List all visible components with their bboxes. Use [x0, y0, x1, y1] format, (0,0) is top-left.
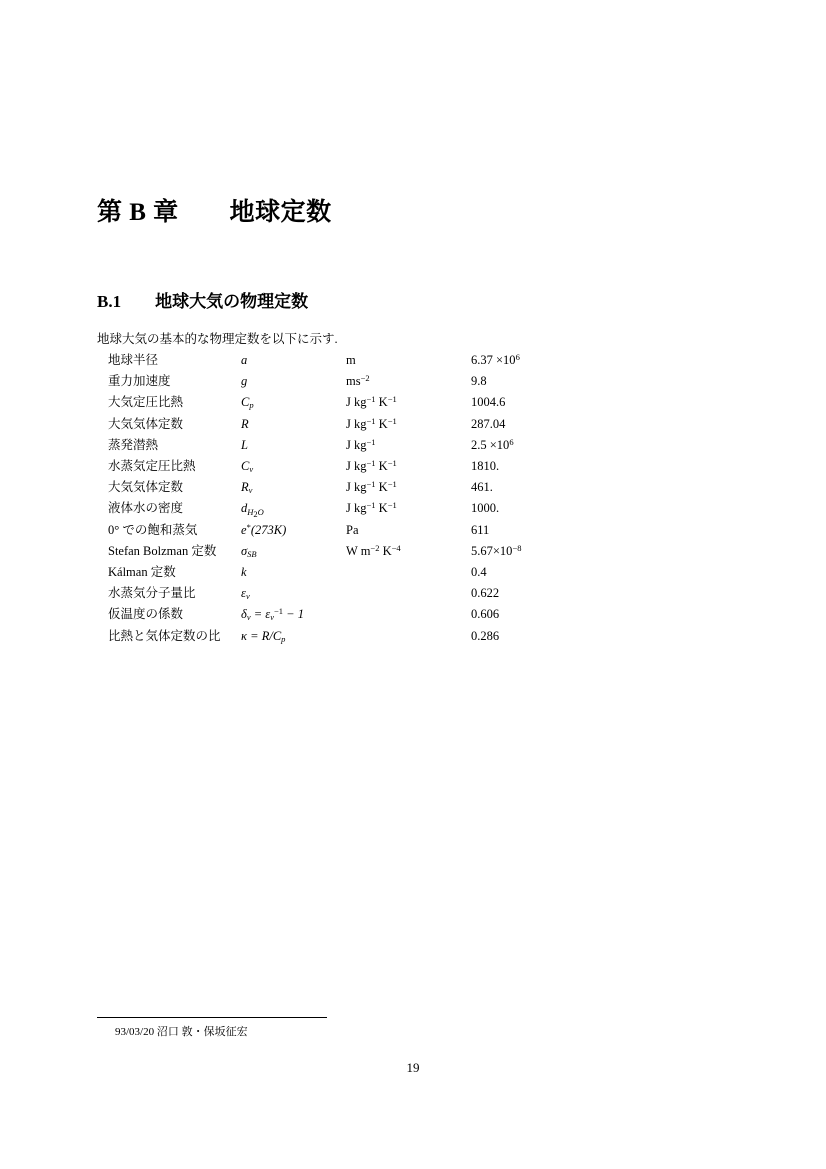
constant-symbol: k [241, 565, 247, 580]
constant-unit [346, 562, 471, 583]
constant-name: 重力加速度 [108, 374, 171, 389]
chapter-title: 第 B 章 地球定数 [97, 199, 332, 226]
constant-symbol: $d_{H_2O}$ [241, 501, 264, 519]
constant-name: 大気定圧比熱 [108, 395, 184, 410]
constant-unit: $ms^{-2}$ [346, 372, 370, 389]
constant-value: 461. [471, 480, 493, 495]
footnote-text: 93/03/20 沼口 敦・保坂征宏 [115, 1026, 248, 1038]
constant-symbol: e*(273K) [241, 521, 287, 537]
constant-name: Stefan Bolzman 定数 [108, 543, 217, 558]
constant-unit: Pa [346, 522, 359, 537]
constant-name: Kálman 定数 [108, 565, 176, 580]
constant-unit: J $kg^{-1}$ [346, 436, 376, 452]
constant-symbol: $C_v$ [241, 459, 254, 475]
constant-symbol: $C_p$ [241, 395, 254, 411]
table-row [108, 371, 621, 392]
constant-value: 9.8 [471, 374, 487, 389]
table-row [108, 626, 621, 647]
constant-symbol: R [241, 416, 249, 431]
constant-unit [346, 604, 471, 625]
constant-name: 水蒸気定圧比熱 [108, 459, 196, 474]
section-title: B.1 地球大気の物理定数 [97, 292, 309, 311]
constant-symbol: L [241, 437, 248, 452]
constant-name: 水蒸気分子量比 [108, 586, 196, 601]
constant-unit: J $kg^{-1}$ $K^{-1}$ [346, 500, 397, 516]
constant-name: 地球半径 [108, 353, 159, 367]
page-number: 19 [406, 1060, 420, 1075]
constant-name: 蒸発潜熱 [108, 437, 159, 452]
constant-symbol: $\varepsilon_v$ [241, 586, 250, 602]
constant-symbol: g [241, 374, 248, 389]
constants-table [108, 350, 621, 647]
constant-name: 仮温度の係数 [108, 607, 184, 622]
table-row [108, 435, 621, 456]
table-row [108, 541, 621, 562]
table-row [108, 456, 621, 477]
constant-unit [346, 626, 471, 647]
table-row [108, 583, 621, 604]
constant-value: 0.286 [471, 628, 500, 643]
constant-value: $5.67\times 10^{-8}$ [471, 542, 522, 558]
constant-symbol: $R_v$ [241, 480, 253, 496]
constant-value: 287.04 [471, 416, 506, 431]
constant-value: 1810. [471, 459, 500, 474]
constant-name: 液体水の密度 [108, 501, 184, 516]
constant-unit: J $kg^{-1}$ $K^{-1}$ [346, 394, 397, 410]
table-row [108, 414, 621, 435]
table-row [108, 498, 621, 519]
constant-symbol: a [241, 353, 248, 367]
constant-unit [346, 583, 471, 604]
constant-name: 大気気体定数 [108, 480, 184, 495]
constant-value: $6.37 \times 10^6$ [471, 351, 520, 367]
table-row [108, 604, 621, 625]
constant-value: 1004.6 [471, 395, 506, 410]
table-row [108, 350, 621, 371]
constant-value: 0.606 [471, 607, 500, 622]
footnote-rule [97, 1017, 327, 1018]
intro-paragraph: 地球大気の基本的な物理定数を以下に示す. [97, 332, 338, 346]
constant-symbol: $\kappa = R/C_p$ [241, 628, 286, 644]
constant-symbol: $\delta_v = \varepsilon_v^{-1} - 1$ [241, 606, 304, 623]
constant-value: 611 [471, 522, 490, 537]
constant-unit: J $kg^{-1}$ $K^{-1}$ [346, 415, 397, 431]
constant-value: $2.5 \times 10^6$ [471, 436, 514, 452]
constant-unit: J $kg^{-1}$ $K^{-1}$ [346, 478, 397, 495]
constant-value: 0.4 [471, 565, 487, 580]
constant-name: 0° での飽和蒸気 [108, 522, 198, 537]
table-row [108, 520, 621, 541]
constant-value: 0.622 [471, 586, 500, 601]
constant-unit: J $kg^{-1}$ $K^{-1}$ [346, 457, 397, 474]
table-row [108, 392, 621, 413]
constant-name: 大気気体定数 [108, 416, 184, 431]
constant-unit: W $m^{-2}$ $K^{-4}$ [346, 542, 401, 558]
constant-unit: m [346, 353, 356, 367]
constant-value: 1000. [471, 501, 500, 516]
table-row [108, 477, 621, 498]
constant-name: 比熱と気体定数の比 [108, 628, 221, 643]
constant-symbol: $\sigma_{SB}$ [241, 543, 257, 559]
table-row [108, 562, 621, 583]
